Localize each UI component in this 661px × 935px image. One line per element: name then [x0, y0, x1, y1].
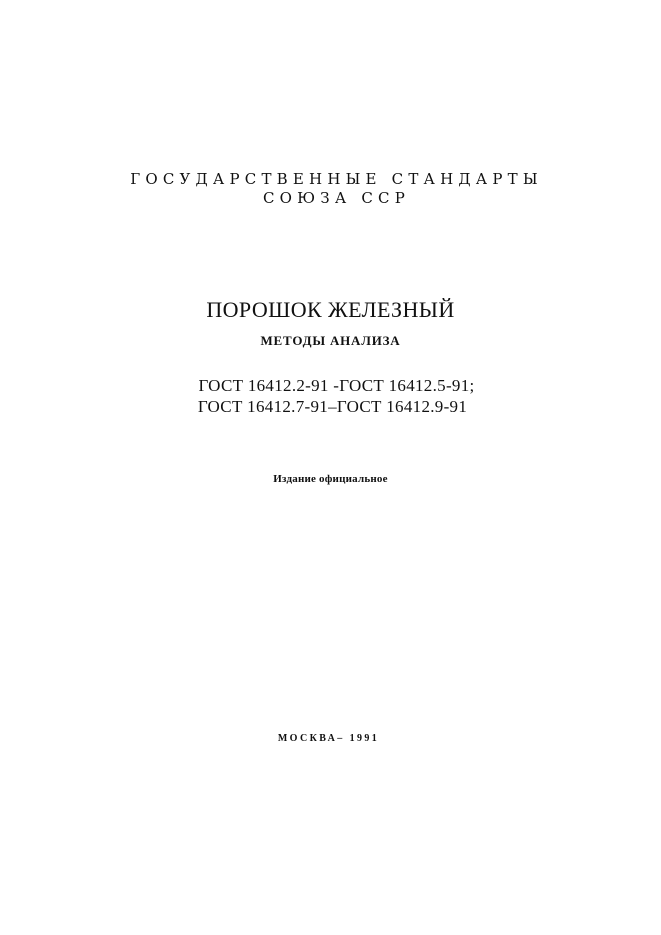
gost-numbers-line-2: ГОСТ 16412.7-91–ГОСТ 16412.9-91 [197, 397, 468, 416]
document-subtitle: МЕТОДЫ АНАЛИЗА [260, 333, 401, 348]
edition-note: Издание официальное [273, 473, 388, 485]
standards-header-line-2: СОЮЗА ССР [263, 189, 410, 207]
standards-header-line-1: ГОСУДАРСТВЕННЫЕ СТАНДАРТЫ [130, 170, 543, 188]
gost-numbers-line-1: ГОСТ 16412.2-91 -ГОСТ 16412.5-91; [198, 376, 475, 395]
document-title: ПОРОШОК ЖЕЛЕЗНЫЙ [206, 297, 455, 322]
publication-footer: МОСКВА– 1991 [277, 733, 380, 744]
